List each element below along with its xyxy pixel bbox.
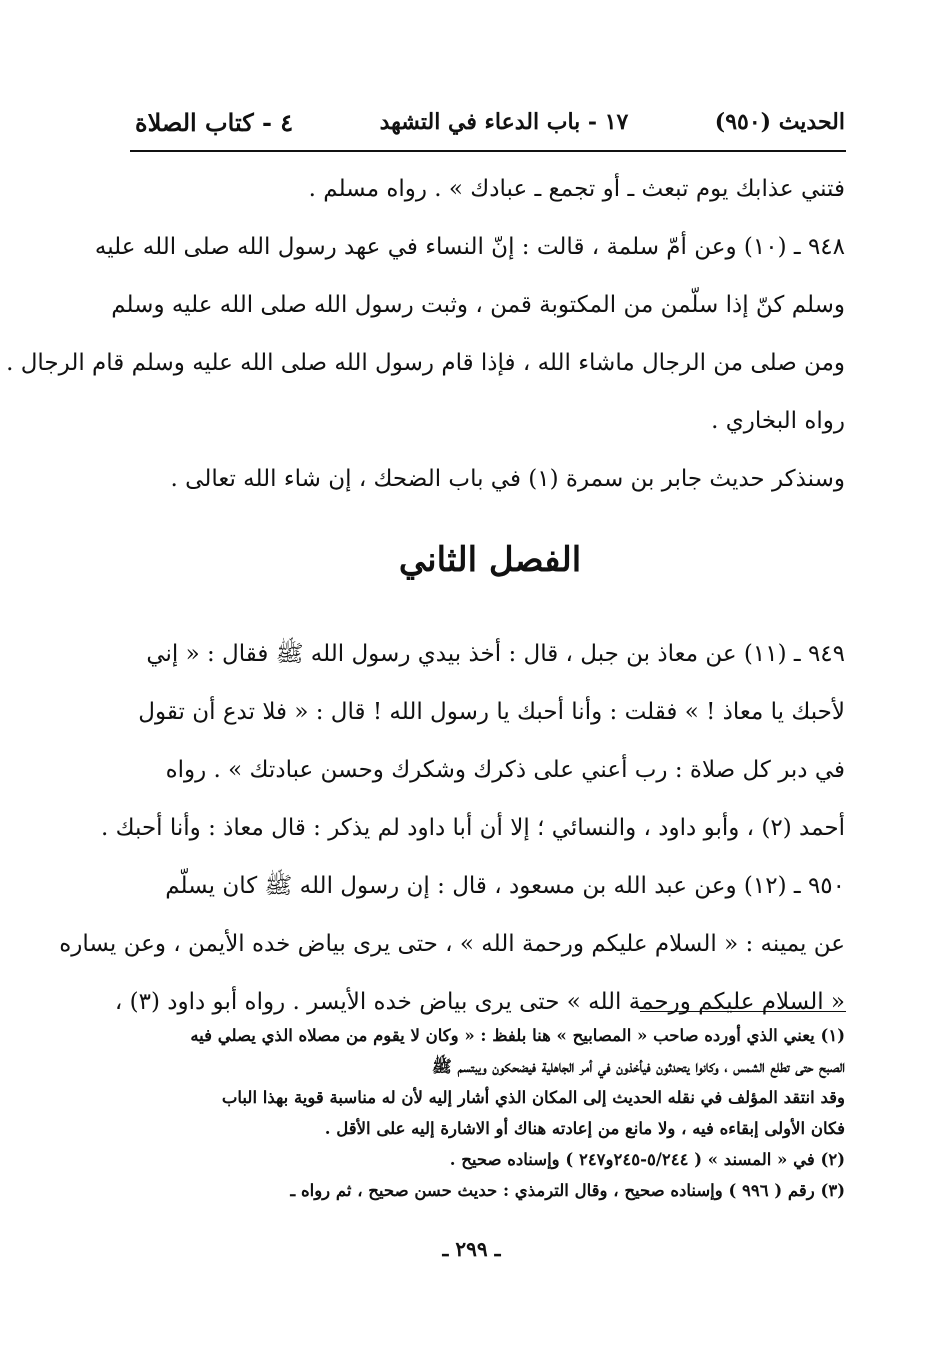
header-rule — [130, 150, 846, 152]
footnote-rule — [640, 1011, 846, 1012]
text-line: في دبر كل صلاة : رب أعني على ذكرك وشكرك وحسن عبادتك » . رواه — [165, 757, 845, 783]
text-line: عن يمينه : « السلام عليكم ورحمة الله » ، حتى يرى بياض خده الأيمن ، وعن يساره — [59, 931, 845, 957]
section-title: الفصل الثاني — [398, 540, 582, 580]
footnote-line: (٢) في « المسند » ( ٥/٢٤٤-٢٤٥و٢٤٧ ) وإسناده صحيح . — [449, 1150, 845, 1169]
text-line: فتني عذابك يوم تبعث ـ أو تجمع ـ عبادك » . رواه مسلم . — [308, 176, 845, 202]
text-line: وسنذكر حديث جابر بن سمرة (١) في باب الضحك ، إن شاء الله تعالى . — [170, 466, 845, 492]
text-line: ٩٤٨ ـ (١٠) وعن أمّ سلمة ، قالت : إنّ النساء في عهد رسول الله صلى الله عليه — [94, 234, 845, 260]
text-line: ومن صلى من الرجال ماشاء الله ، فإذا قام رسول الله صلى الله عليه وسلم قام الرجال . — [6, 350, 845, 376]
text-line: أحمد (٢) ، وأبو داود ، والنسائي ؛ إلا أن أبا داود لم يذكر : قال معاذ : وأنا أحبك . — [101, 815, 845, 841]
footnote-line: وقد انتقد المؤلف في نقله الحديث إلى المكان الذي أشار إليه لأن له مناسبة قوية بهذا الباب — [221, 1088, 845, 1107]
footnotes — [135, 1020, 845, 1206]
text-line: وسلم كنّ إذا سلّمن من المكتوبة قمن ، وثبت رسول الله صلى الله عليه وسلم — [111, 292, 845, 318]
second-section-text — [59, 625, 845, 1031]
text-line: ٩٥٠ ـ (١٢) وعن عبد الله بن مسعود ، قال : إن رسول الله ﷺ كان يسلّم — [165, 873, 845, 899]
footnote-line: (٣) رقم ( ٩٩٦ ) وإسناده صحيح ، وقال الترمذي : حديث حسن صحيح ، ثم رواه ـ — [290, 1181, 845, 1200]
first-section-text — [6, 160, 845, 508]
footnote-line: الصبح حتى تطلع الشمس ، وكانوا يتحدثون فيأخذون في أمر الجاهلية فيضحكون ويبتسم ﷺ — [431, 1057, 845, 1076]
text-line: « السلام عليكم ورحمة الله » حتى يرى بياض خده الأيسر . رواه أبو داود (٣) ، — [114, 989, 845, 1015]
page-number: ـ ٢٩٩ ـ — [442, 1237, 501, 1261]
text-line: ٩٤٩ ـ (١١) عن معاذ بن جبل ، قال : أخذ بيدي رسول الله ﷺ فقال : « إني — [146, 641, 845, 667]
text-line: لأحبك يا معاذ ! » فقلت : وأنا أحبك يا رسول الله ! قال : « فلا تدع أن تقول — [138, 699, 845, 725]
footnote-line: (١) يعني الذي أورده صاحب « المصابيح » هنا بلفظ : « وكان لا يقوم من مصلاه الذي يصلي فيه — [190, 1026, 845, 1045]
header-chapter: ٤ - كتاب الصلاة — [135, 107, 294, 137]
footnote-line: فكان الأولى إبقاءه فيه ، ولا مانع من إعادته هناك أو الاشارة إليه على الأقل . — [324, 1119, 845, 1138]
page-header — [135, 100, 845, 144]
header-hadith-range: الحديث (٩٥٠) — [714, 109, 845, 135]
text-line: رواه البخاري . — [711, 408, 845, 434]
header-section: ١٧ - باب الدعاء في التشهد — [379, 109, 629, 135]
